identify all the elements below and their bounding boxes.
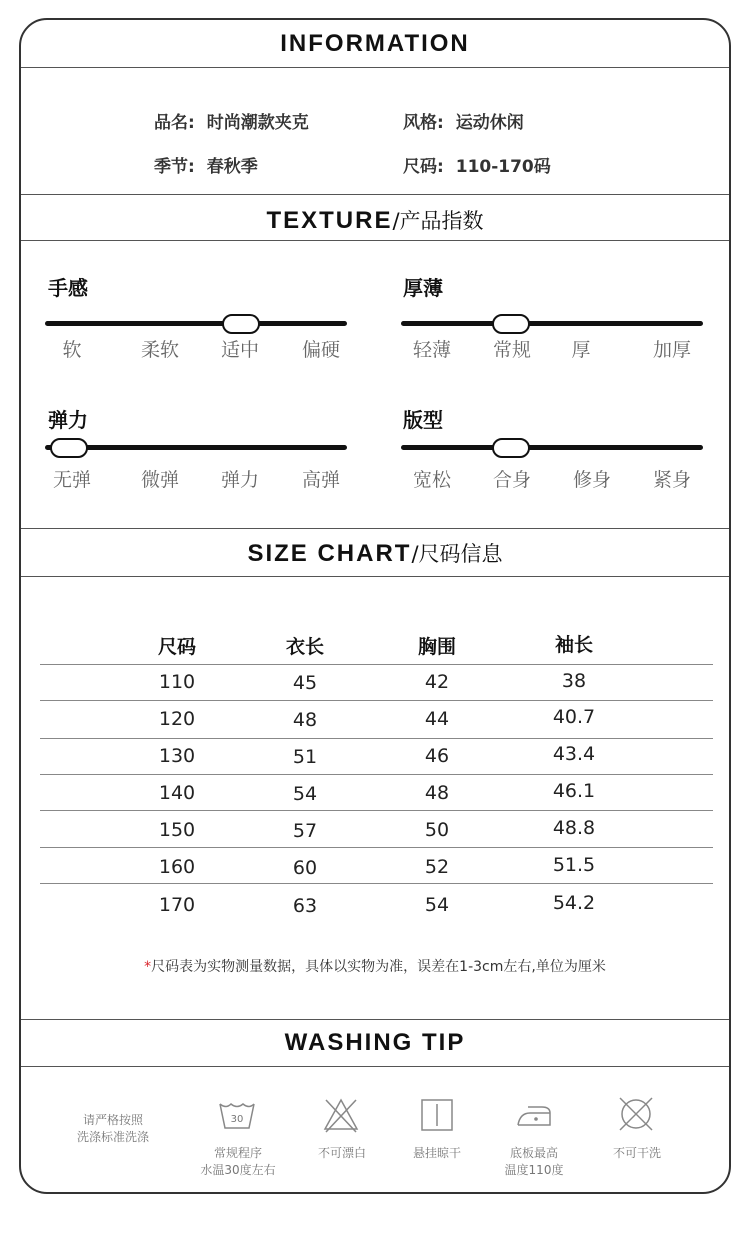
table-cell: 48: [424, 782, 450, 804]
table-cell: 50: [424, 819, 450, 841]
svg-text:30: 30: [230, 1114, 244, 1125]
table-rule: [40, 664, 713, 665]
table-header: 胸围: [417, 636, 457, 658]
metric-option: 弹力: [220, 469, 260, 491]
table-cell: 43.4: [552, 743, 596, 765]
table-cell: 150: [158, 819, 196, 841]
wash-30-icon: [218, 1100, 256, 1132]
table-rule: [40, 774, 713, 775]
table-cell: 40.7: [552, 706, 596, 728]
metric-track-fit: [401, 445, 703, 450]
table-cell: 160: [158, 856, 196, 878]
table-cell: 48: [292, 709, 318, 731]
no-bleach-icon: [322, 1096, 360, 1134]
metric-knob-elasticity: [50, 438, 88, 458]
metric-option: 偏硬: [301, 339, 341, 361]
table-header: 衣长: [285, 636, 325, 658]
info-item-size: 尺码: 110-170码: [403, 157, 551, 177]
table-cell: 54.2: [552, 892, 596, 914]
metric-label-thickness: 厚薄: [403, 276, 443, 300]
table-rule: [40, 847, 713, 848]
metric-option: 高弹: [301, 469, 341, 491]
table-rule: [40, 700, 713, 701]
metric-knob-thickness: [492, 314, 530, 334]
texture-title: TEXTURE/产品指数: [266, 207, 484, 234]
iron-label: 底板最高 温度110度: [504, 1146, 564, 1177]
divider: [21, 576, 729, 577]
divider: [21, 528, 729, 529]
table-cell: 57: [292, 820, 318, 842]
table-cell: 38: [561, 670, 587, 692]
hang-dry-label: 悬挂晾干: [412, 1146, 462, 1160]
table-header: 尺码: [157, 636, 197, 658]
table-cell: 140: [158, 782, 196, 804]
info-item-name: 品名: 时尚潮款夹克: [154, 113, 309, 133]
table-cell: 48.8: [552, 817, 596, 839]
metric-option: 加厚: [652, 339, 692, 361]
washing-intro: 请严格按照 洗涤标准洗涤: [76, 1113, 150, 1144]
information-title: INFORMATION: [280, 30, 470, 57]
metric-track-thickness: [401, 321, 703, 326]
iron-icon: [514, 1100, 554, 1130]
wash-30-label: 常规程序 水温30度左右: [200, 1146, 276, 1177]
divider: [21, 194, 729, 195]
metric-option: 软: [62, 339, 82, 361]
table-cell: 170: [158, 894, 196, 916]
metric-option: 厚: [571, 339, 591, 361]
metric-option: 无弹: [52, 469, 92, 491]
metric-option: 适中: [220, 339, 260, 361]
metric-track-elasticity: [45, 445, 347, 450]
metric-option: 合身: [492, 469, 532, 491]
info-item-style: 风格: 运动休闲: [403, 113, 524, 133]
metric-option: 常规: [492, 339, 532, 361]
table-cell: 60: [292, 857, 318, 879]
metric-option: 紧身: [652, 469, 692, 491]
washing-title: WASHING TIP: [284, 1029, 466, 1056]
metric-option: 微弹: [140, 469, 180, 491]
metric-label-fit: 版型: [403, 408, 443, 432]
table-cell: 46: [424, 745, 450, 767]
table-rule: [40, 810, 713, 811]
table-cell: 130: [158, 745, 196, 767]
table-cell: 120: [158, 708, 196, 730]
size-note: *尺码表为实物测量数据，具体以实物为准，误差在1-3cm左右,单位为厘米: [144, 959, 606, 975]
metric-knob-hand-feel: [222, 314, 260, 334]
divider: [21, 1066, 729, 1067]
table-cell: 42: [424, 671, 450, 693]
metric-option: 柔软: [140, 339, 180, 361]
table-cell: 54: [292, 783, 318, 805]
table-cell: 110: [158, 671, 196, 693]
table-cell: 44: [424, 708, 450, 730]
table-cell: 54: [424, 894, 450, 916]
info-item-season: 季节: 春秋季: [154, 157, 258, 177]
table-header: 袖长: [554, 634, 594, 656]
divider: [21, 240, 729, 241]
metric-option: 宽松: [412, 469, 452, 491]
metric-label-hand-feel: 手感: [48, 276, 88, 300]
table-cell: 45: [292, 672, 318, 694]
table-rule: [40, 738, 713, 739]
metric-track-hand-feel: [45, 321, 347, 326]
table-rule: [40, 883, 713, 884]
size-chart-title: SIZE CHART/尺码信息: [247, 540, 503, 567]
table-cell: 51: [292, 746, 318, 768]
metric-knob-fit: [492, 438, 530, 458]
divider: [21, 67, 729, 68]
divider: [21, 1019, 729, 1020]
hang-dry-icon: [420, 1098, 454, 1132]
metric-option: 修身: [572, 469, 612, 491]
table-cell: 52: [424, 856, 450, 878]
no-bleach-label: 不可漂白: [317, 1146, 367, 1160]
no-dry-clean-label: 不可干洗: [612, 1146, 662, 1160]
table-cell: 63: [292, 895, 318, 917]
table-cell: 51.5: [552, 854, 596, 876]
info-card: [19, 18, 731, 1194]
metric-label-elasticity: 弹力: [48, 408, 88, 432]
metric-option: 轻薄: [412, 339, 452, 361]
no-dry-clean-icon: [616, 1094, 656, 1134]
table-cell: 46.1: [552, 780, 596, 802]
